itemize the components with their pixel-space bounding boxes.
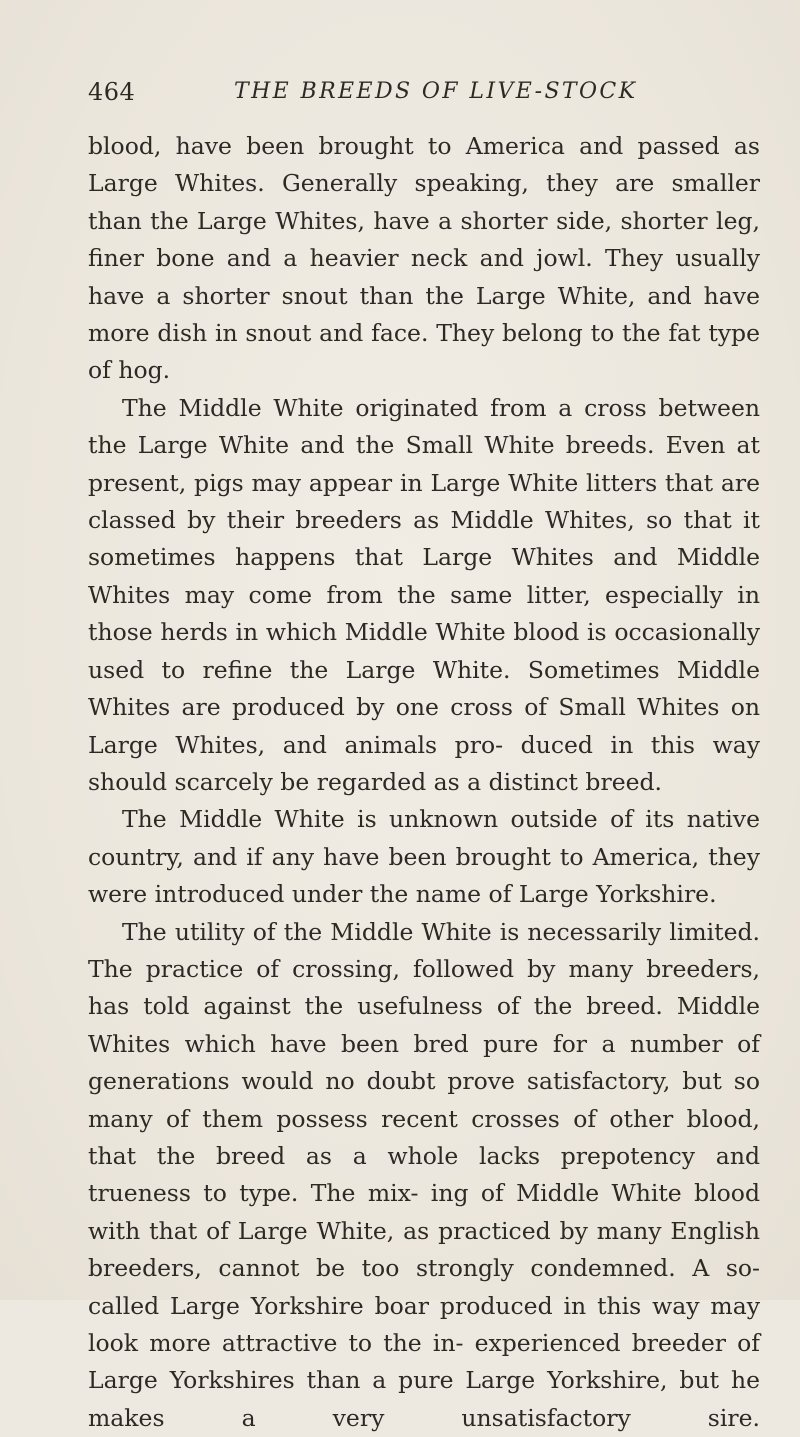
page-number: 464: [88, 78, 136, 106]
paragraph-3: The Middle White is unknown outside of its native country, and if any have been brought to America, they were introduced under the name of Large Yorkshire.: [88, 805, 760, 909]
page-header: [88, 78, 760, 118]
paragraph-4: The utility of the Middle White is necessarily limited. The practice of crossing, followed by many breeders, has told against the usefulness of the breed. Middle Whites which have been bred pure for a number of generations would no doubt prove satisfactory, but so many of them possess recent crosses of other blood, that the breed as a whole lacks prepotency and trueness to type. The mix- ing of Middle White blood with that of Large White, as practiced by many English breeders, cannot be too strongly condemned. A so-called Large Yorkshire boar produced in this way may look more attractive to the in- experienced breeder of Large Yorkshires than a pure Large Yorkshire, but he makes a very unsatisfactory sire.: [88, 917, 760, 1432]
paragraph-2: The Middle White originated from a cross between the Large White and the Small White breeds. Even at present, pigs may appear in Large White litters that are classed by their breeders as Middle Whites, so that it sometimes happens that Large Whites and Middle Whites may come from the same litter, especially in those herds in which Middle White blood is occasionally used to refine the Large White. Sometimes Middle Whites are produced by one cross of Small Whites on Large Whites, and animals pro- duced in this way should scarcely be regarded as a distinct breed.: [88, 393, 760, 796]
paragraph-1: blood, have been brought to America and passed as Large Whites. Generally speaking, they are smaller than the Large Whites, have a shorter side, shorter leg, finer bone and a heavier neck and jowl. They usually have a shorter snout than the Large White, and have more dish in snout and face. They belong to the fat type of hog.: [88, 132, 760, 385]
running-title: THE BREEDS OF LIVE-STOCK: [234, 79, 638, 104]
body-text: [88, 128, 760, 1437]
